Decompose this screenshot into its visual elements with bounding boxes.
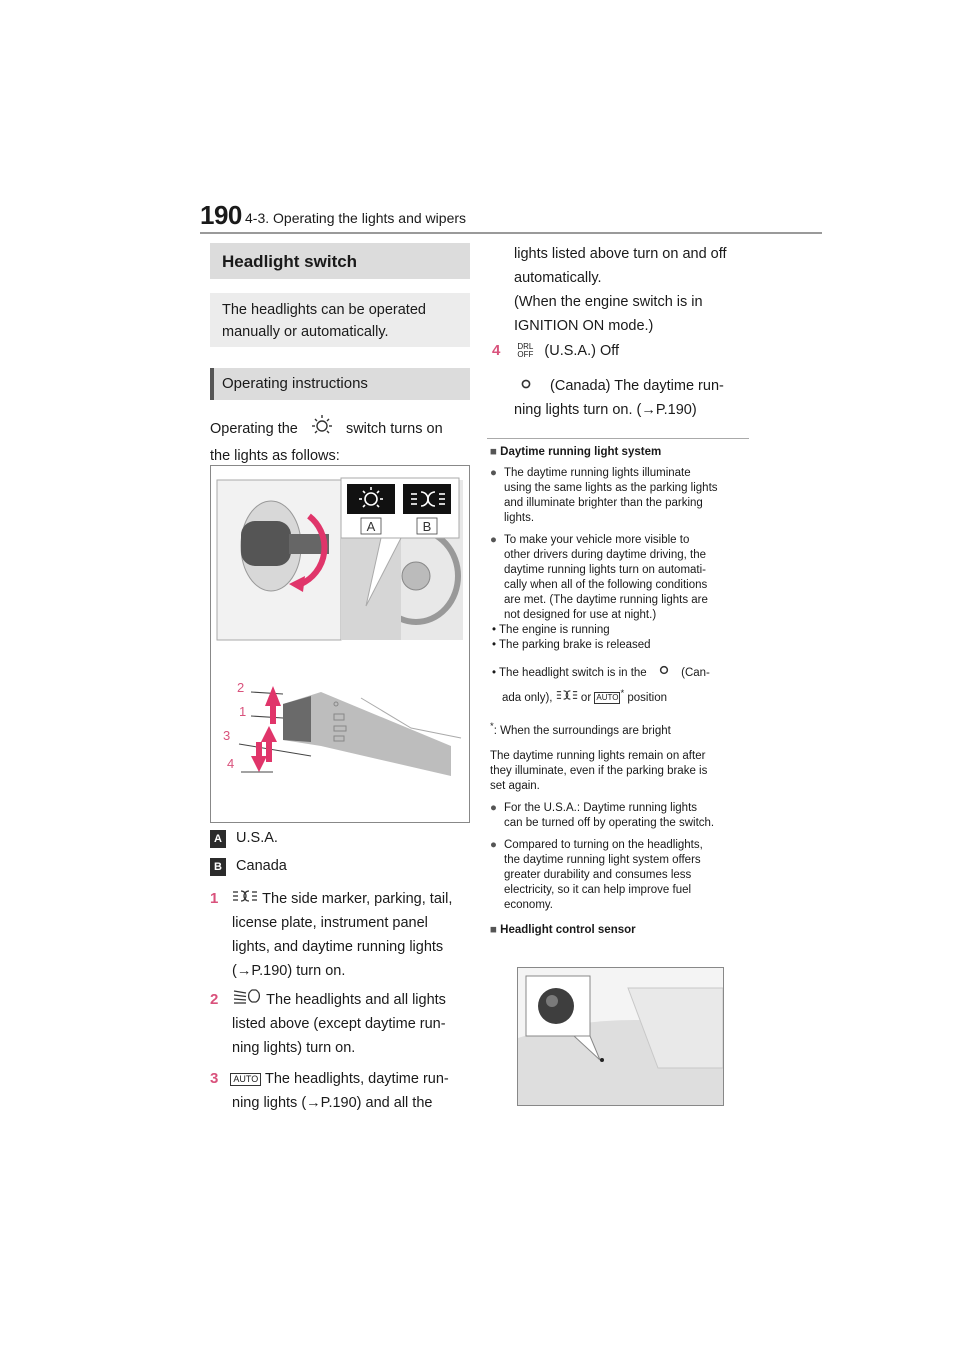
condition-line: position xyxy=(627,691,668,704)
note-line: set again. xyxy=(490,779,540,792)
item-number: 2 xyxy=(210,991,219,1008)
note-line: electricity, so it can help improve fuel xyxy=(504,883,692,896)
item-number: 4 xyxy=(492,342,501,359)
intro-box xyxy=(210,293,470,347)
item-text: (→P.190) turn on. xyxy=(232,963,346,980)
drl-zero-icon xyxy=(520,374,540,398)
off-label: OFF xyxy=(517,350,534,360)
list-item-3 xyxy=(210,1067,470,1115)
dot-bullet: ● xyxy=(490,467,497,479)
section-title: 4-3. Operating the lights and wipers xyxy=(245,210,467,226)
dot-bullet: ● xyxy=(490,838,497,851)
item-text: listed above (except daytime run- xyxy=(232,1016,446,1033)
list-item-4-canada xyxy=(514,374,754,422)
condition-line: (Can- xyxy=(681,667,710,680)
callout-b: B xyxy=(422,519,432,534)
condition-line: or xyxy=(580,691,592,704)
intro-text: The headlights can be operated manually or automatically. xyxy=(222,302,426,340)
operating-paragraph xyxy=(210,414,470,468)
condition-line: ada only), xyxy=(502,691,553,704)
asterisk: * xyxy=(620,688,625,700)
item-text: (U.S.A.) Off xyxy=(544,343,620,359)
note-line: cally when all of the following conditions xyxy=(504,579,708,591)
condition-line: The headlight switch is in the xyxy=(499,667,647,680)
note-line: are met. (The daytime running lights are xyxy=(504,594,708,606)
operating-text-2: switch turns on xyxy=(345,420,443,437)
label-a: A xyxy=(210,830,226,848)
parking-light-icon xyxy=(232,887,258,911)
legend-a-text: U.S.A. xyxy=(236,830,278,846)
square-bullet: ■ xyxy=(490,446,497,458)
note-line: Compared to turning on the headlights, xyxy=(504,838,703,851)
item-text: IGNITION ON mode.) xyxy=(514,318,654,334)
list-item-4 xyxy=(492,339,752,363)
note-title-drl: Daytime running light system xyxy=(500,446,662,458)
dot-bullet: ● xyxy=(490,801,497,814)
item-number: 1 xyxy=(210,890,219,907)
item-text: ning lights) turn on. xyxy=(232,1040,356,1057)
item-text: ning lights turn on. (→P.190) xyxy=(514,402,697,419)
footnote: : When the surroundings are bright xyxy=(493,724,671,737)
list-item-1 xyxy=(210,887,470,983)
drl-off-icon xyxy=(514,343,536,359)
note-line: the daytime running light system offers xyxy=(504,853,701,866)
item-text: The headlights, daytime run- xyxy=(265,1071,449,1087)
note-line: can be turned off by operating the switch. xyxy=(504,816,715,829)
auto-icon: AUTO xyxy=(596,692,619,702)
heading-text: Headlight switch xyxy=(222,252,358,271)
note-line: greater durability and consumes less xyxy=(504,868,692,881)
item-text: license plate, instrument panel xyxy=(232,915,428,932)
note-line: and illuminate brighter than the parking xyxy=(504,497,703,509)
condition-line: The parking brake is released xyxy=(499,639,651,651)
dot-bullet: ● xyxy=(490,534,497,546)
note-line: daytime running lights turn on automati- xyxy=(504,564,706,576)
note-line: not designed for use at night.) xyxy=(504,609,657,621)
item-text: (Canada) The daytime run- xyxy=(550,378,724,394)
label-b: B xyxy=(210,858,226,876)
figure-num-4: 4 xyxy=(227,756,235,771)
legend-b-text: Canada xyxy=(236,858,287,874)
auto-icon: AUTO xyxy=(230,1073,261,1086)
small-bullet: • xyxy=(492,639,497,651)
note-line: lights. xyxy=(504,512,535,524)
operating-text-1: Operating the xyxy=(210,420,298,437)
item-text: ning lights (→P.190) and all the xyxy=(232,1095,433,1111)
page-number: 190 xyxy=(200,200,242,230)
item-text: automatically. xyxy=(514,270,602,286)
item-text: lights, and daytime running lights xyxy=(232,939,444,956)
item-text: The headlights and all lights xyxy=(266,992,446,1008)
operating-text-3: the lights as follows: xyxy=(210,448,340,464)
headlight-sensor-figure xyxy=(517,967,724,1106)
list-item-2 xyxy=(210,988,470,1060)
item-number: 3 xyxy=(210,1070,219,1087)
headlight-sun-icon xyxy=(302,414,342,444)
condition-line: The engine is running xyxy=(499,624,610,636)
figure-num-3: 3 xyxy=(223,728,231,743)
item-text: The side marker, parking, tail, xyxy=(262,891,453,907)
note-line: The daytime running lights remain on after xyxy=(490,749,706,762)
legend-a xyxy=(210,826,278,850)
note-line: For the U.S.A.: Daytime running lights xyxy=(504,801,698,814)
headlight-switch-figure xyxy=(210,465,470,823)
list-item-3-continued xyxy=(514,242,754,338)
note-line: using the same lights as the parking lights xyxy=(504,482,718,494)
callout-a: A xyxy=(366,519,376,534)
asterisk: * xyxy=(490,720,494,732)
item-text: lights listed above turn on and off xyxy=(514,246,727,262)
low-beam-icon xyxy=(232,988,262,1012)
note-line: economy. xyxy=(504,898,554,911)
figure-num-1: 1 xyxy=(239,704,247,719)
header-rule xyxy=(200,232,822,234)
heading-operating-instructions xyxy=(210,368,470,400)
heading-headlight-switch xyxy=(210,243,470,279)
note-line: To make your vehicle more visible to xyxy=(504,534,690,546)
notes-section xyxy=(490,445,752,938)
figure-num-2: 2 xyxy=(237,680,245,695)
note-line: other drivers during daytime driving, the xyxy=(504,549,706,561)
heading-text: Operating instructions xyxy=(222,375,368,392)
item-text: (When the engine switch is in xyxy=(514,294,703,310)
note-line: they illuminate, even if the parking brake is xyxy=(490,764,708,777)
square-bullet: ■ xyxy=(490,923,497,936)
note-title-sensor: Headlight control sensor xyxy=(500,923,636,936)
small-bullet: • xyxy=(492,667,497,680)
drl-zero-icon xyxy=(658,663,670,683)
drl-label: DRL xyxy=(517,342,534,352)
legend-b xyxy=(210,854,287,878)
notes-rule xyxy=(487,438,749,439)
small-bullet: • xyxy=(492,624,497,636)
note-line: The daytime running lights illuminate xyxy=(504,467,691,479)
parking-light-icon xyxy=(556,687,578,709)
